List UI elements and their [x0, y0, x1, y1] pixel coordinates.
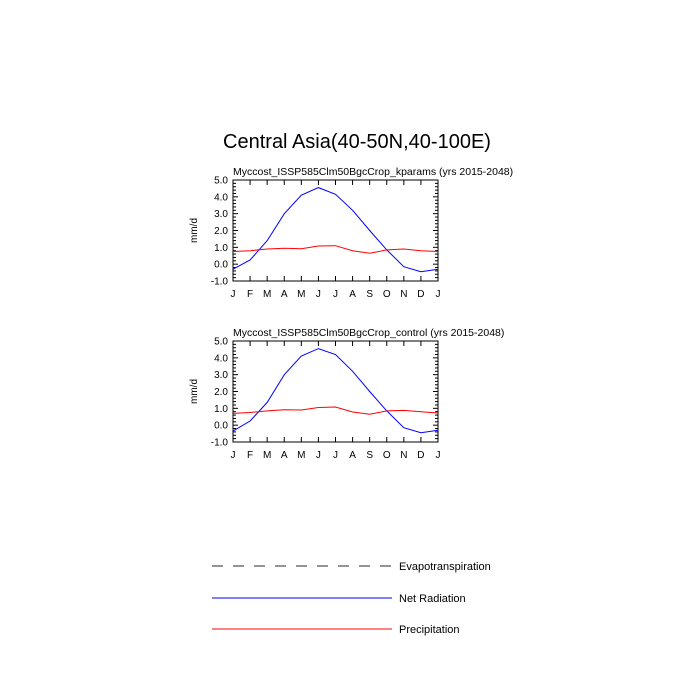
x-tick-label: O — [382, 289, 391, 300]
y-tick-label: 4.0 — [214, 192, 228, 204]
x-tick-label: S — [366, 289, 374, 300]
legend-item — [212, 561, 491, 573]
chart-panel-2 — [189, 327, 504, 461]
x-tick-label: A — [349, 450, 356, 461]
legend-label: Precipitation — [399, 624, 460, 636]
x-tick-label: J — [230, 289, 236, 300]
legend-item — [212, 593, 466, 605]
panels — [189, 166, 513, 461]
panel-title: Myccost_ISSP585Clm50BgcCrop_control (yrs 2015-2048) — [233, 327, 505, 339]
y-tick-label: 2.0 — [214, 387, 228, 398]
series-line-net-radiation — [233, 349, 438, 433]
legend-label: Net Radiation — [399, 593, 466, 605]
x-tick-label: J — [435, 450, 441, 461]
figure-title: Central Asia(40-50N,40-100E) — [223, 131, 491, 153]
x-tick-label: D — [417, 450, 425, 461]
y-tick-label: 3.0 — [214, 370, 228, 382]
legend — [212, 561, 491, 636]
x-tick-label: M — [297, 289, 306, 300]
x-tick-label: J — [333, 450, 338, 461]
x-tick-label: A — [280, 450, 288, 461]
y-axis-label: mm/d — [189, 379, 200, 404]
y-tick-label: 1.0 — [214, 403, 228, 415]
x-tick-label: J — [315, 450, 321, 461]
x-tick-label: D — [417, 289, 425, 300]
y-tick-label: -1.0 — [210, 437, 228, 449]
x-tick-label: J — [435, 289, 441, 300]
x-tick-label: M — [262, 450, 272, 461]
x-tick-label: M — [262, 289, 272, 300]
y-tick-label: 3.0 — [214, 209, 228, 221]
panel-title: Myccost_ISSP585Clm50BgcCrop_kparams (yrs 2015-2048) — [233, 166, 514, 178]
y-tick-label: 5.0 — [214, 336, 228, 348]
x-tick-label: O — [382, 450, 391, 461]
x-tick-label: N — [400, 450, 408, 461]
y-tick-label: 5.0 — [214, 175, 228, 187]
x-tick-label: N — [400, 289, 408, 300]
y-tick-label: 2.0 — [214, 226, 228, 237]
legend-label: Evapotranspiration — [399, 561, 491, 573]
y-tick-label: 4.0 — [214, 353, 228, 365]
series-line-net-radiation — [233, 188, 438, 272]
y-axis-label: mm/d — [189, 218, 200, 243]
x-tick-label: M — [297, 450, 306, 461]
y-tick-label: 1.0 — [214, 242, 228, 254]
x-tick-label: J — [315, 289, 321, 300]
plot-frame — [233, 180, 438, 281]
x-tick-label: J — [333, 289, 338, 300]
x-tick-label: F — [247, 289, 254, 300]
chart-panel-1 — [189, 166, 513, 300]
x-tick-label: A — [349, 289, 356, 300]
y-tick-label: 0.0 — [214, 259, 228, 271]
series-line-precipitation — [233, 246, 438, 254]
series-line-precipitation — [233, 407, 438, 414]
x-tick-label: F — [247, 450, 254, 461]
x-tick-label: S — [366, 450, 374, 461]
x-tick-label: A — [280, 289, 288, 300]
legend-item — [212, 624, 460, 636]
plot-frame — [233, 341, 438, 442]
y-tick-label: -1.0 — [210, 276, 228, 288]
x-tick-label: J — [230, 450, 236, 461]
y-tick-label: 0.0 — [214, 420, 228, 432]
